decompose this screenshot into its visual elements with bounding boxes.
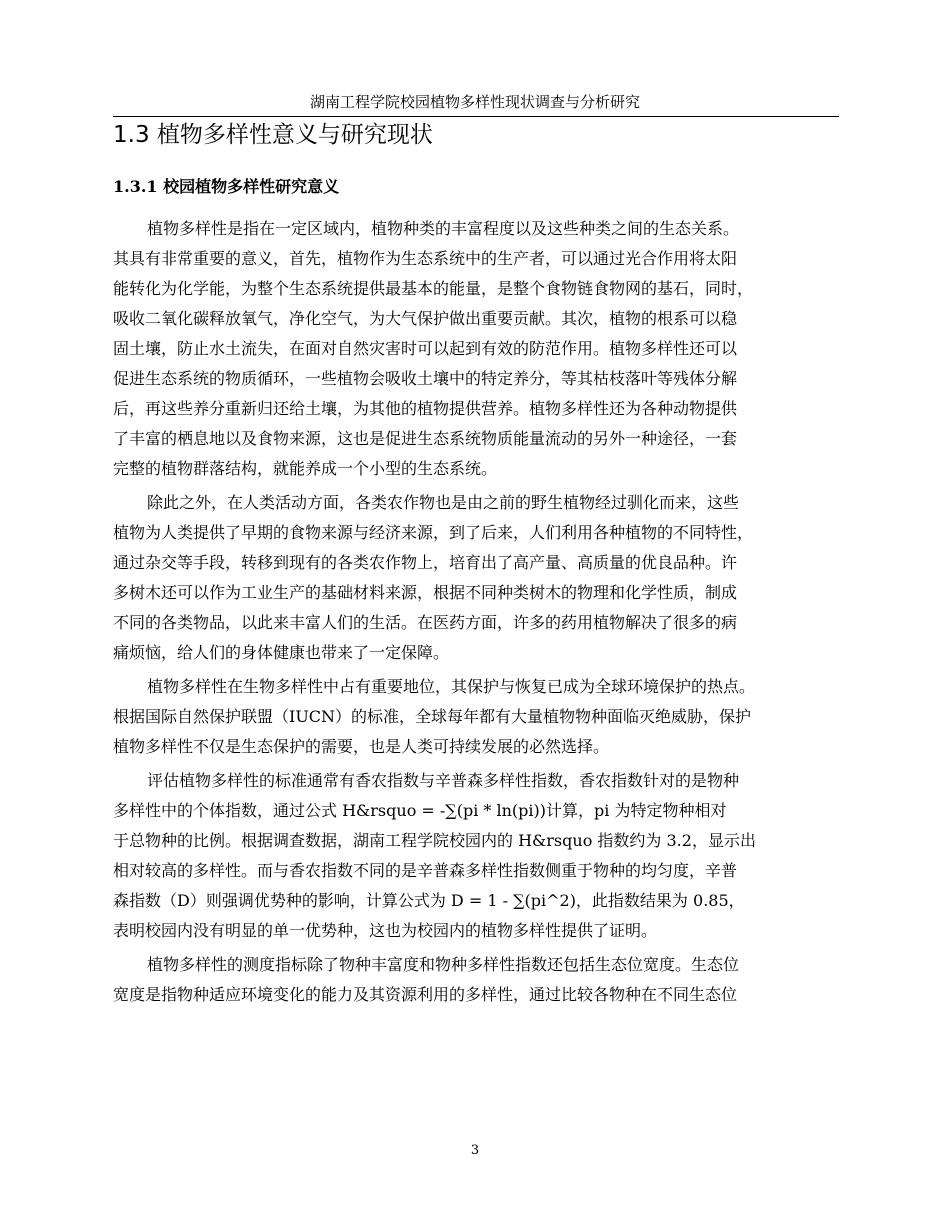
text-line: 植物多样性是指在一定区域内，植物种类的丰富程度以及这些种类之间的生态关系。 [147,219,740,238]
text-line: 根据国际自然保护联盟（IUCN）的标准，全球每年都有大量植物物种面临灭绝威胁，保护 [113,707,752,726]
text-line: 森指数（D）则强调优势种的影响，计算公式为 D = 1 - ∑(pi^2)，此指数结果为 0.85， [113,891,745,910]
paragraph-2 [113,488,839,668]
text-line: 宽度是指物种适应环境变化的能力及其资源利用的多样性，通过比较各物种在不同生态位 [113,985,738,1004]
text-line: 了丰富的栖息地以及食物来源，这也是促进生态系统物质能量流动的另外一种途径，一套 [113,429,738,448]
text-line: 于总物种的比例。根据调查数据，湖南工程学院校园内的 H&rsquo 指数约为 3.2，显示出 [113,831,756,850]
text-line: 植物为人类提供了早期的食物来源与经济来源，到了后来，人们利用各种植物的不同特性， [113,523,754,542]
header-rule [113,116,839,117]
text-line: 表明校园内没有明显的单一优势种，这也为校园内的植物多样性提供了证明。 [113,921,658,940]
paragraph-3 [113,672,839,762]
text-line: 植物多样性的测度指标除了物种丰富度和物种多样性指数还包括生态位宽度。生态位 [147,955,740,974]
text-line: 植物多样性不仅是生态保护的需要，也是人类可持续发展的必然选择。 [113,737,610,756]
subsection-title: 1.3.1 校园植物多样性研究意义 [113,177,340,196]
text-line: 固土壤，防止水土流失，在面对自然灾害时可以起到有效的防范作用。植物多样性还可以 [113,339,738,358]
text-line: 其具有非常重要的意义，首先，植物作为生态系统中的生产者，可以通过光合作用将太阳 [113,249,738,268]
text-line: 后，再这些养分重新归还给土壤，为其他的植物提供营养。植物多样性还为各种动物提供 [113,399,738,418]
text-line: 评估植物多样性的标准通常有香农指数与辛普森多样性指数，香农指数针对的是物种 [147,771,740,790]
text-line: 能转化为化学能，为整个生态系统提供最基本的能量，是整个食物链食物网的基石，同时， [113,279,754,298]
section-title: 1.3 植物多样性意义与研究现状 [113,122,433,148]
paragraph-1 [113,214,839,484]
text-line: 多树木还可以作为工业生产的基础材料来源，根据不同种类树木的物理和化学性质，制成 [113,583,738,602]
text-line: 不同的各类物品，以此来丰富人们的生活。在医药方面，许多的药用植物解决了很多的病 [113,613,738,632]
paragraph-4 [113,766,839,946]
running-header: 湖南工程学院校园植物多样性现状调查与分析研究 [309,93,640,111]
text-line: 痛烦恼，给人们的身体健康也带来了一定保障。 [113,643,450,662]
text-line: 完整的植物群落结构，就能养成一个小型的生态系统。 [113,459,498,478]
paragraph-5 [113,950,839,1010]
body-text [113,214,839,1014]
text-line: 多样性中的个体指数，通过公式 H&rsquo = -∑(pi * ln(pi))计算，pi 为特定物种相对 [113,801,727,820]
text-line: 除此之外，在人类活动方面，各类农作物也是由之前的野生植物经过驯化而来，这些 [147,493,740,512]
text-line: 通过杂交等手段，转移到现有的各类农作物上，培育出了高产量、高质量的优良品种。许 [113,553,738,572]
text-line: 相对较高的多样性。而与香农指数不同的是辛普森多样性指数侧重于物种的均匀度，辛普 [113,861,738,880]
text-line: 植物多样性在生物多样性中占有重要地位，其保护与恢复已成为全球环境保护的热点。 [147,677,756,696]
page-number: 3 [470,1143,480,1158]
text-line: 吸收二氧化碳释放氧气，净化空气，为大气保护做出重要贡献。其次，植物的根系可以稳 [113,309,738,328]
text-line: 促进生态系统的物质循环，一些植物会吸收土壤中的特定养分，等其枯枝落叶等残体分解 [113,369,738,388]
